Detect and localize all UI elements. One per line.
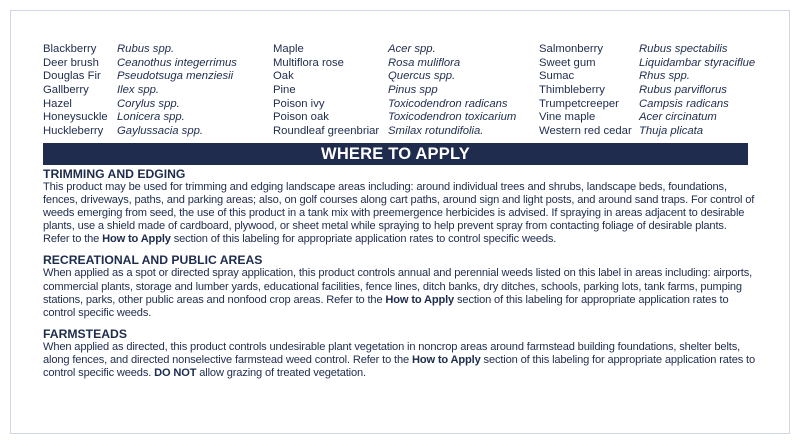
plant-common-name: Honeysuckle (43, 111, 108, 124)
section-title: TRIMMING AND EDGING (43, 167, 186, 181)
plant-common-name: Pine (273, 84, 296, 97)
body-text: When applied as a spot or directed spray application, this product controls annual and perennial weeds listed on this label in areas including: airports, commercial plants, storage and lumber yards, educational facilities, fence lines, ditch banks, dry ditches, schools, parking lots, tank farms, pumping stations, parks, other public areas and nonfood crop areas. Refer to the (43, 267, 753, 306)
plant-common-name: Blackberry (43, 43, 97, 55)
where-to-apply-banner: WHERE TO APPLY (43, 143, 748, 165)
plant-common-name: Douglas Fir (43, 70, 101, 83)
plant-latin-name: Toxicodendron toxicarium (388, 111, 517, 124)
plant-latin-name: Pseudotsuga menziesii (117, 70, 234, 83)
emphasis-text: How to Apply (411, 353, 481, 366)
plant-common-name: Poison ivy (273, 97, 325, 110)
section-body (43, 341, 755, 380)
emphasis-text: How to Apply (102, 233, 171, 246)
plant-latin-name: Gaylussacia spp. (117, 125, 204, 138)
plant-common-name: Multiflora rose (273, 56, 344, 69)
emphasis-text: How to Apply (385, 293, 455, 306)
section-body (43, 181, 755, 246)
plant-latin-name: Lonicera spp. (117, 111, 185, 124)
plant-latin-name: Acer circinatum (639, 111, 717, 124)
plant-latin-name: Campsis radicans (639, 97, 729, 110)
plant-common-name: Thimbleberry (539, 84, 605, 97)
plant-common-name: Oak (273, 70, 294, 83)
plant-latin-name: Ilex spp. (117, 84, 160, 97)
plant-latin-name: Corylus spp. (117, 97, 180, 110)
plant-latin-name: Rubus parviflorus (639, 84, 727, 97)
plant-latin-name: Thuja plicata (639, 125, 704, 138)
plant-common-name: Poison oak (273, 111, 329, 124)
plant-latin-name: Pinus spp (388, 84, 438, 97)
plant-common-name: Western red cedar (539, 125, 632, 138)
plant-latin-name: Liquidambar styraciflue (639, 56, 756, 69)
plant-latin-name: Acer spp. (388, 43, 436, 55)
plant-latin-name: Ceanothus integerrimus (117, 56, 237, 69)
plant-latin-name: Toxicodendron radicans (388, 97, 508, 110)
plant-common-name: Sweet gum (539, 56, 596, 69)
plant-latin-name: Quercus spp. (388, 70, 456, 83)
section-title: RECREATIONAL AND PUBLIC AREAS (43, 253, 263, 268)
plant-common-name: Huckleberry (43, 125, 104, 138)
plant-common-name: Salmonberry (539, 43, 604, 55)
plant-common-name: Gallberry (43, 84, 89, 97)
body-text: section of this labeling for appropriate application rates to control specific weeds. (170, 233, 557, 246)
application-sections (43, 167, 755, 387)
plant-latin-name: Rosa muliflora (388, 56, 461, 69)
section-title: FARMSTEADS (43, 326, 127, 341)
body-text: allow grazing of treated vegetation. (196, 367, 366, 380)
body-text: section of this labeling for appropriate application rates to control specific weeds. (43, 293, 729, 319)
plant-common-name: Trumpetcreeper (539, 97, 619, 110)
body-text: section of this labeling for appropriate application rates to control specific weeds. (43, 353, 756, 380)
plant-common-name: Hazel (43, 97, 72, 110)
plant-latin-name: Rubus spectabilis (639, 43, 728, 55)
plant-common-name: Roundleaf greenbriar (273, 125, 380, 138)
body-text: When applied as directed, this product controls undesirable plant vegetation in noncrop areas around farmstead building foundations, shelter belts, along fences, and directed nonselective farmstead weed control. Refer to the (43, 340, 741, 366)
plant-common-name: Sumac (539, 70, 575, 83)
emphasis-text: DO NOT (154, 367, 197, 380)
plant-common-name: Deer brush (43, 56, 99, 69)
plant-latin-name: Rhus spp. (639, 70, 690, 83)
body-text: This product may be used for trimming and edging landscape areas including: around individual trees and shrubs, landscape beds, foundations, fences, driveways, paths, and parking areas; also, on golf courses along cart paths, around sign and light posts, and around sand traps. For control of weeds emerging from seed, the use of this product in a tank mix with preemergence herbicides is advised. If spraying in areas adjacent to desirable plants, use a shield made of cardboard, plywood, or sheet metal while spraying to help prevent spray from contacting foliage of desirable plants. Refer to the (43, 181, 755, 246)
plant-common-name: Maple (273, 43, 304, 55)
plant-latin-name: Smilax rotundifolia. (388, 125, 484, 138)
plant-latin-name: Rubus spp. (117, 43, 175, 55)
plant-species-list (43, 43, 763, 141)
section-body (43, 267, 755, 319)
plant-common-name: Vine maple (539, 111, 596, 124)
